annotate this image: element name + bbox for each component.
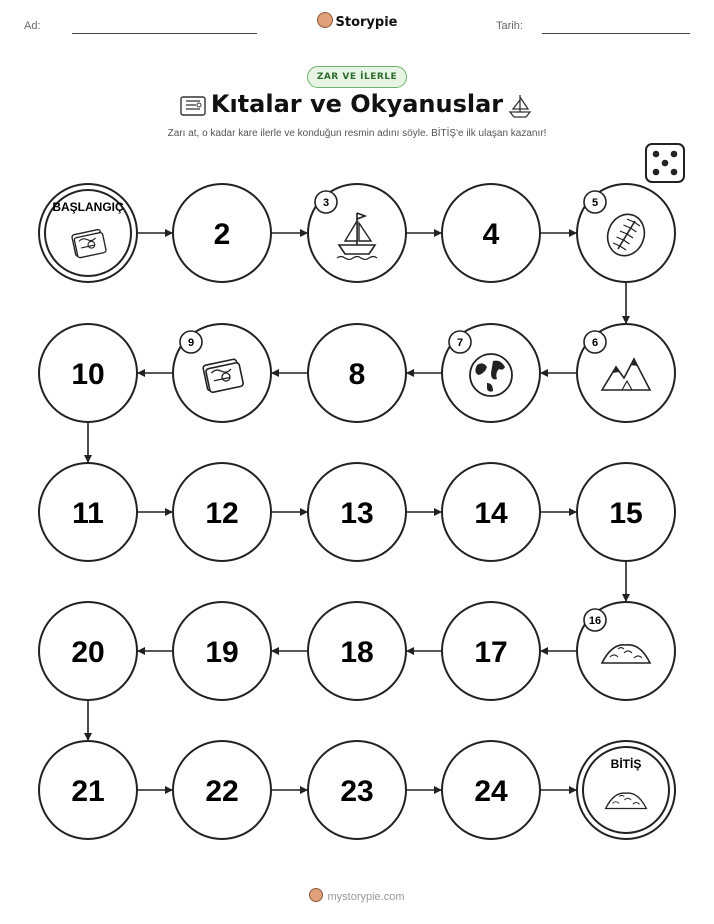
date-label: Tarih: bbox=[496, 20, 523, 32]
board-square[interactable] bbox=[308, 324, 406, 422]
finish-square[interactable] bbox=[577, 741, 675, 839]
board-square[interactable] bbox=[577, 324, 675, 422]
board-square[interactable] bbox=[173, 184, 271, 282]
board-square[interactable] bbox=[39, 324, 137, 422]
board-square[interactable] bbox=[39, 602, 137, 700]
square-number: 14 bbox=[474, 497, 508, 530]
board-square[interactable] bbox=[173, 602, 271, 700]
square-number: 13 bbox=[340, 497, 374, 530]
square-number: 6 bbox=[591, 337, 599, 349]
treasure-map-icon bbox=[203, 359, 244, 393]
square-number: 15 bbox=[609, 497, 643, 530]
square-number: 3 bbox=[322, 197, 330, 209]
board-square[interactable] bbox=[577, 602, 675, 700]
square-number: 17 bbox=[474, 636, 508, 669]
board-square[interactable] bbox=[173, 463, 271, 561]
square-number: 19 bbox=[205, 636, 239, 669]
board-square[interactable] bbox=[577, 463, 675, 561]
board-square[interactable] bbox=[39, 463, 137, 561]
square-number: 11 bbox=[72, 497, 104, 530]
square-number: 10 bbox=[71, 358, 105, 391]
square-number: 2 bbox=[213, 218, 231, 251]
board-square[interactable] bbox=[442, 324, 540, 422]
square-number: 4 bbox=[482, 218, 500, 251]
square-number: 12 bbox=[205, 497, 239, 530]
square-number: 16 bbox=[588, 615, 602, 627]
board-square[interactable] bbox=[577, 184, 675, 282]
board-square[interactable] bbox=[442, 184, 540, 282]
brand-text: Storypie bbox=[335, 15, 398, 30]
square-number: 9 bbox=[187, 337, 195, 349]
board-square[interactable] bbox=[442, 602, 540, 700]
finish-label: BİTİŞ bbox=[610, 757, 642, 771]
name-label: Ad: bbox=[24, 20, 41, 32]
square-number: 5 bbox=[591, 197, 599, 209]
board-square[interactable] bbox=[442, 741, 540, 839]
square-number: 24 bbox=[474, 775, 508, 808]
game-type-badge: ZAR VE İLERLE bbox=[307, 66, 407, 88]
square-number: 7 bbox=[456, 337, 464, 349]
square-number: 21 bbox=[71, 775, 105, 808]
footer-url: mystorypie.com bbox=[327, 891, 405, 903]
page-title: Kıtalar ve Okyanuslar bbox=[210, 90, 504, 118]
board-square[interactable] bbox=[39, 741, 137, 839]
board-square[interactable] bbox=[173, 324, 271, 422]
square-number: 23 bbox=[340, 775, 374, 808]
globe-icon bbox=[470, 354, 512, 396]
board-square[interactable] bbox=[308, 463, 406, 561]
square-number: 20 bbox=[71, 636, 105, 669]
board-square[interactable] bbox=[442, 463, 540, 561]
board-square[interactable] bbox=[173, 741, 271, 839]
board-square[interactable] bbox=[308, 741, 406, 839]
square-number: 18 bbox=[340, 636, 374, 669]
storypie-footer-logo-icon bbox=[309, 888, 323, 902]
footer bbox=[0, 888, 714, 903]
instructions: Zarı at, o kadar kare ilerle ve konduğun resmin adını söyle. BİTİŞ'e ilk ulaşan kazanır! bbox=[167, 128, 547, 139]
treasure-map-icon bbox=[72, 229, 107, 258]
start-label: BAŞLANGIÇ bbox=[52, 200, 124, 214]
square-number: 22 bbox=[205, 775, 239, 808]
start-square[interactable] bbox=[39, 184, 137, 282]
board-square[interactable] bbox=[308, 602, 406, 700]
square-number: 8 bbox=[348, 358, 366, 391]
board-square[interactable] bbox=[308, 184, 406, 282]
